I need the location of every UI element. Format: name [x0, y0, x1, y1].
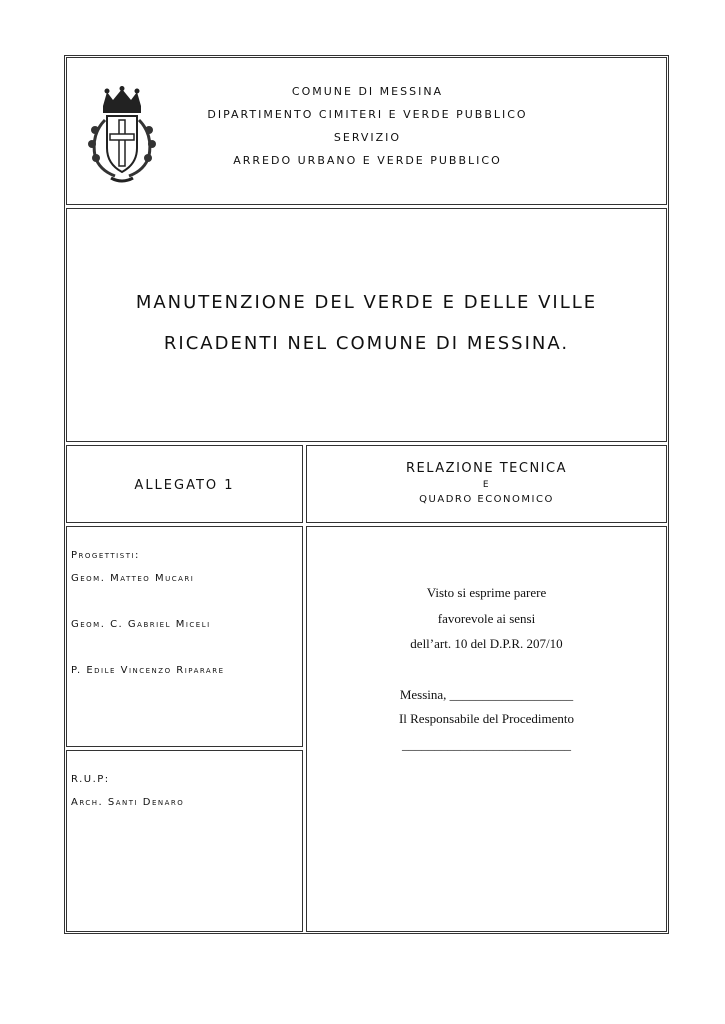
- progettisti-box: [66, 526, 303, 747]
- progettista-3: P. Edile Vincenzo Riparare: [71, 665, 225, 676]
- header-arredo: ARREDO URBANO E VERDE PUBBLICO: [233, 154, 502, 167]
- relazione-box: [306, 445, 667, 523]
- relazione-line2: E: [482, 480, 491, 490]
- document-title-line1: MANUTENZIONE DEL VERDE E DELLE VILLE: [135, 292, 598, 313]
- header-comune: COMUNE DI MESSINA: [291, 85, 444, 98]
- rup-label: R.U.P:: [71, 774, 110, 785]
- rup-box: [66, 750, 303, 932]
- progettisti-label: Progettisti:: [71, 550, 140, 561]
- visto-line1: Visto si esprime parere: [426, 585, 547, 600]
- visto-box: [306, 526, 667, 932]
- header-box: [66, 57, 667, 205]
- visto-line3: dell’art. 10 del D.P.R. 207/10: [410, 636, 563, 651]
- rup-name: Arch. Santi Denaro: [71, 797, 185, 808]
- progettista-1: Geom. Matteo Mucari: [71, 573, 195, 584]
- responsabile-label: Il Responsabile del Procedimento: [398, 711, 575, 726]
- document-title-line2: RICADENTI NEL COMUNE DI MESSINA.: [163, 333, 570, 354]
- signature-line: __________________________: [402, 737, 571, 752]
- relazione-line1: RELAZIONE TECNICA: [406, 461, 567, 476]
- visto-line2: favorevole ai sensi: [437, 611, 536, 626]
- title-box: [66, 208, 667, 442]
- header-servizio: SERVIZIO: [333, 131, 402, 144]
- allegato-box: [66, 445, 303, 523]
- messina-date-line: Messina, ___________________: [399, 687, 574, 702]
- header-dipartimento: DIPARTIMENTO CIMITERI E VERDE PUBBLICO: [207, 108, 528, 121]
- allegato-label: ALLEGATO 1: [134, 478, 235, 493]
- relazione-line3: QUADRO ECONOMICO: [419, 494, 554, 505]
- progettista-2: Geom. C. Gabriel Miceli: [71, 619, 211, 630]
